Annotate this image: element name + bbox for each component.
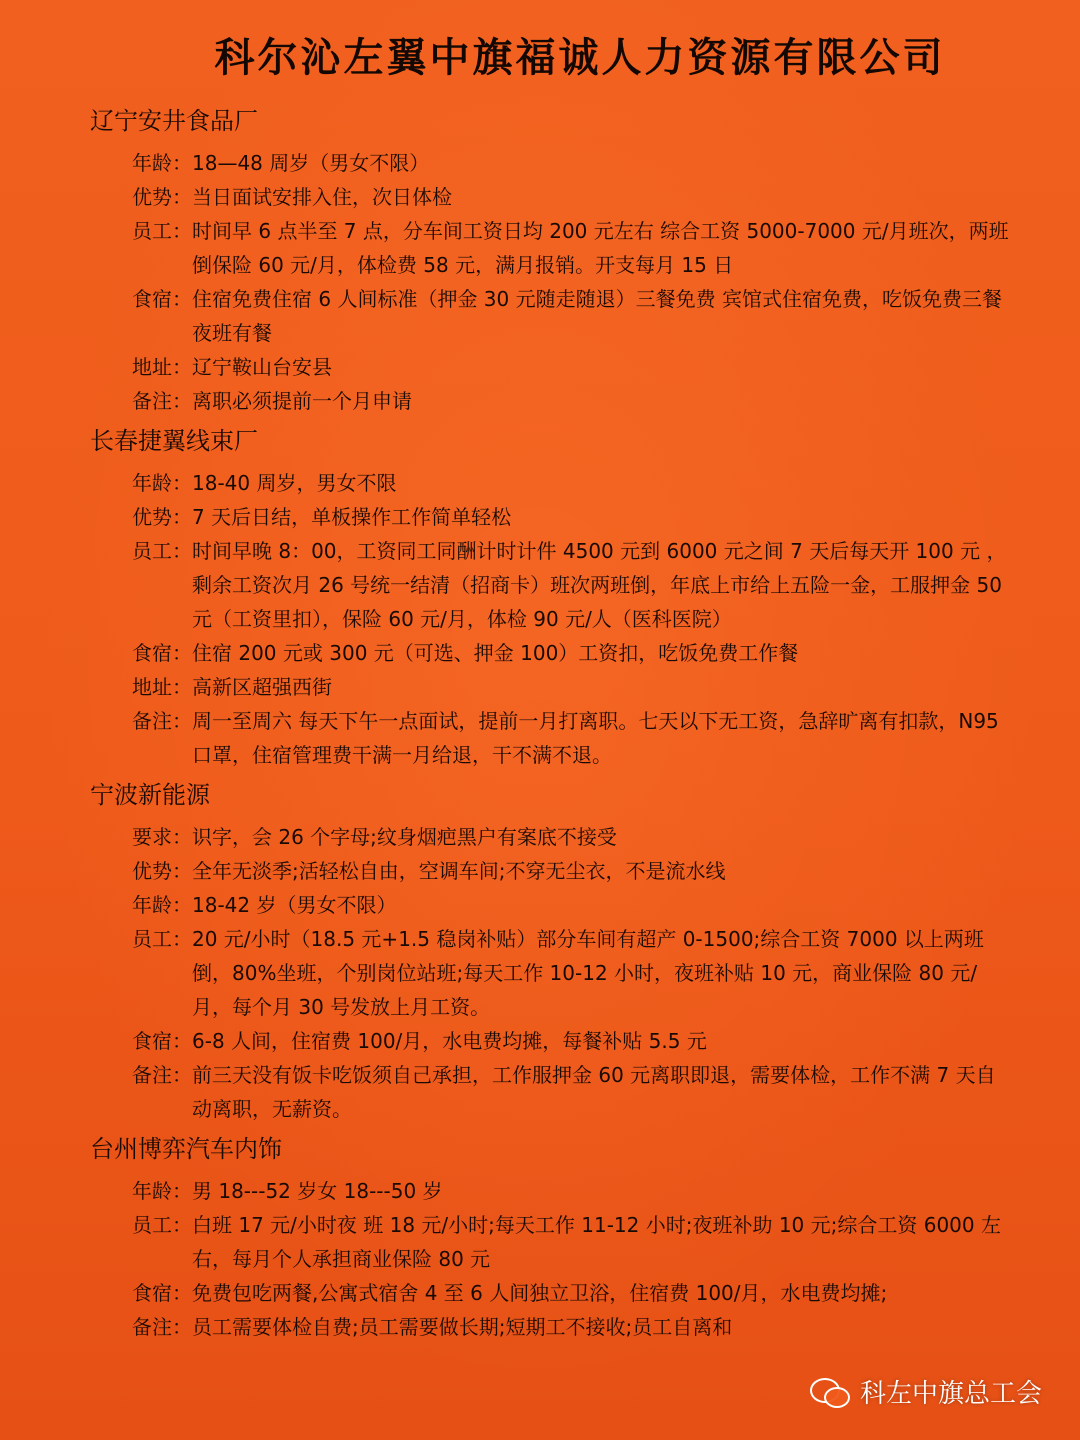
- info-value: 男 18---52 岁女 18---50 岁: [192, 1179, 443, 1203]
- company-name: 长春捷翼线束厂: [90, 427, 258, 455]
- info-row: [132, 888, 1010, 922]
- wechat-icon: [810, 1376, 850, 1408]
- info-label: 备注：: [132, 1315, 192, 1339]
- info-row: [132, 820, 1010, 854]
- info-value: 识字，会 26 个字母;纹身烟疤黑户有案底不接受: [192, 825, 617, 849]
- info-label: 食宿：: [132, 1029, 192, 1053]
- info-value: 18—48 周岁（男女不限）: [192, 151, 430, 175]
- info-value: 员工需要体检自费;员工需要做长期;短期工不接收;员工自离和: [192, 1315, 733, 1339]
- info-row: [132, 466, 1010, 500]
- company-name: 台州博弈汽车内饰: [90, 1135, 282, 1163]
- info-value: 6-8 人间，住宿费 100/月，水电费均摊，每餐补贴 5.5 元: [192, 1029, 707, 1053]
- info-label: 员工：: [132, 219, 192, 243]
- info-value: 免费包吃两餐,公寓式宿舍 4 至 6 人间独立卫浴，住宿费 100/月，水电费均摊;: [192, 1281, 888, 1305]
- info-label: 地址：: [132, 675, 192, 699]
- info-value: 前三天没有饭卡吃饭须自己承担，工作服押金 60 元离职即退，需要体检，工作不满 7 天自动离职，无薪资。: [192, 1063, 996, 1121]
- info-value: 住宿 200 元或 300 元（可选、押金 100）工资扣，吃饭免费工作餐: [192, 641, 799, 665]
- info-value: 辽宁鞍山台安县: [192, 355, 332, 379]
- info-label: 备注：: [132, 709, 192, 733]
- info-label: 员工：: [132, 927, 192, 951]
- info-value: 18-42 岁（男女不限）: [192, 893, 397, 917]
- info-label: 年龄：: [132, 471, 192, 495]
- info-label: 食宿：: [132, 287, 192, 311]
- info-row: [132, 1276, 1010, 1310]
- info-row: [132, 922, 1010, 1024]
- info-label: 优势：: [132, 859, 192, 883]
- info-row: [132, 350, 1010, 384]
- company-section: [90, 778, 1010, 1126]
- info-row: [132, 854, 1010, 888]
- info-row: [132, 282, 1010, 350]
- info-label: 员工：: [132, 539, 192, 563]
- document-title: 科尔沁左翼中旗福诚人力资源有限公司: [214, 35, 946, 81]
- company-name: 宁波新能源: [90, 781, 210, 809]
- watermark: [810, 1373, 1042, 1410]
- info-row: [132, 534, 1010, 636]
- info-label: 年龄：: [132, 1179, 192, 1203]
- info-label: 备注：: [132, 389, 192, 413]
- info-label: 优势：: [132, 505, 192, 529]
- company-name: 辽宁安井食品厂: [90, 107, 258, 135]
- info-row: [132, 670, 1010, 704]
- info-row: [132, 384, 1010, 418]
- info-value: 高新区超强西街: [192, 675, 332, 699]
- info-row: [132, 1024, 1010, 1058]
- info-row: [132, 1208, 1010, 1276]
- info-label: 优势：: [132, 185, 192, 209]
- company-section: [90, 1132, 1010, 1344]
- info-row: [132, 1058, 1010, 1126]
- info-label: 要求：: [132, 825, 192, 849]
- info-label: 年龄：: [132, 893, 192, 917]
- info-value: 全年无淡季;活轻松自由，空调车间;不穿无尘衣，不是流水线: [192, 859, 726, 883]
- info-value: 18-40 周岁，男女不限: [192, 471, 397, 495]
- info-row: [132, 1310, 1010, 1344]
- info-value: 当日面试安排入住，次日体检: [192, 185, 452, 209]
- info-row: [132, 500, 1010, 534]
- info-row: [132, 214, 1010, 282]
- info-label: 食宿：: [132, 1281, 192, 1305]
- info-row: [132, 180, 1010, 214]
- info-label: 备注：: [132, 1063, 192, 1087]
- info-value: 时间早 6 点半至 7 点，分车间工资日均 200 元左右 综合工资 5000-7000 元/月班次，两班倒保险 60 元/月，体检费 58 元，满月报销。开支每月 15 日: [192, 219, 1009, 277]
- job-sections: [90, 104, 1010, 1344]
- info-row: [132, 704, 1010, 772]
- info-label: 年龄：: [132, 151, 192, 175]
- info-value: 住宿免费住宿 6 人间标准（押金 30 元随走随退）三餐免费 宾馆式住宿免费，吃饭免费三餐 夜班有餐: [192, 287, 1002, 345]
- company-section: [90, 104, 1010, 418]
- company-section: [90, 424, 1010, 772]
- info-value: 时间早晚 8：00，工资同工同酬计时计件 4500 元到 6000 元之间 7 天后每天开 100 元 ，剩余工资次月 26 号统一结清（招商卡）班次两班倒，年底上市给上五险一金，工服押金 50 元（工资里扣），保险 60 元/月，体检 90 元/人（医科医院）: [192, 539, 1007, 631]
- watermark-text: 科左中旗总工会: [859, 1379, 1042, 1409]
- info-label: 食宿：: [132, 641, 192, 665]
- info-value: 白班 17 元/小时夜 班 18 元/小时;每天工作 11-12 小时;夜班补助 10 元;综合工资 6000 左右，每月个人承担商业保险 80 元: [192, 1213, 1001, 1271]
- info-label: 员工：: [132, 1213, 192, 1237]
- info-label: 地址：: [132, 355, 192, 379]
- info-value: 7 天后日结，单板操作工作简单轻松: [192, 505, 512, 529]
- info-row: [132, 636, 1010, 670]
- info-value: 离职必须提前一个月申请: [192, 389, 412, 413]
- info-value: 周一至周六 每天下午一点面试，提前一月打离职。七天以下无工资，急辞旷离有扣款，N95 口罩，住宿管理费干满一月给退，干不满不退。: [192, 709, 999, 767]
- info-value: 20 元/小时（18.5 元+1.5 稳岗补贴）部分车间有超产 0-1500;综合工资 7000 以上两班倒，80%坐班，个别岗位站班;每天工作 10-12 小时，夜班补贴 10 元，商业保险 80 元/月，每个月 30 号发放上月工资。: [192, 927, 984, 1019]
- info-row: [132, 1174, 1010, 1208]
- info-row: [132, 146, 1010, 180]
